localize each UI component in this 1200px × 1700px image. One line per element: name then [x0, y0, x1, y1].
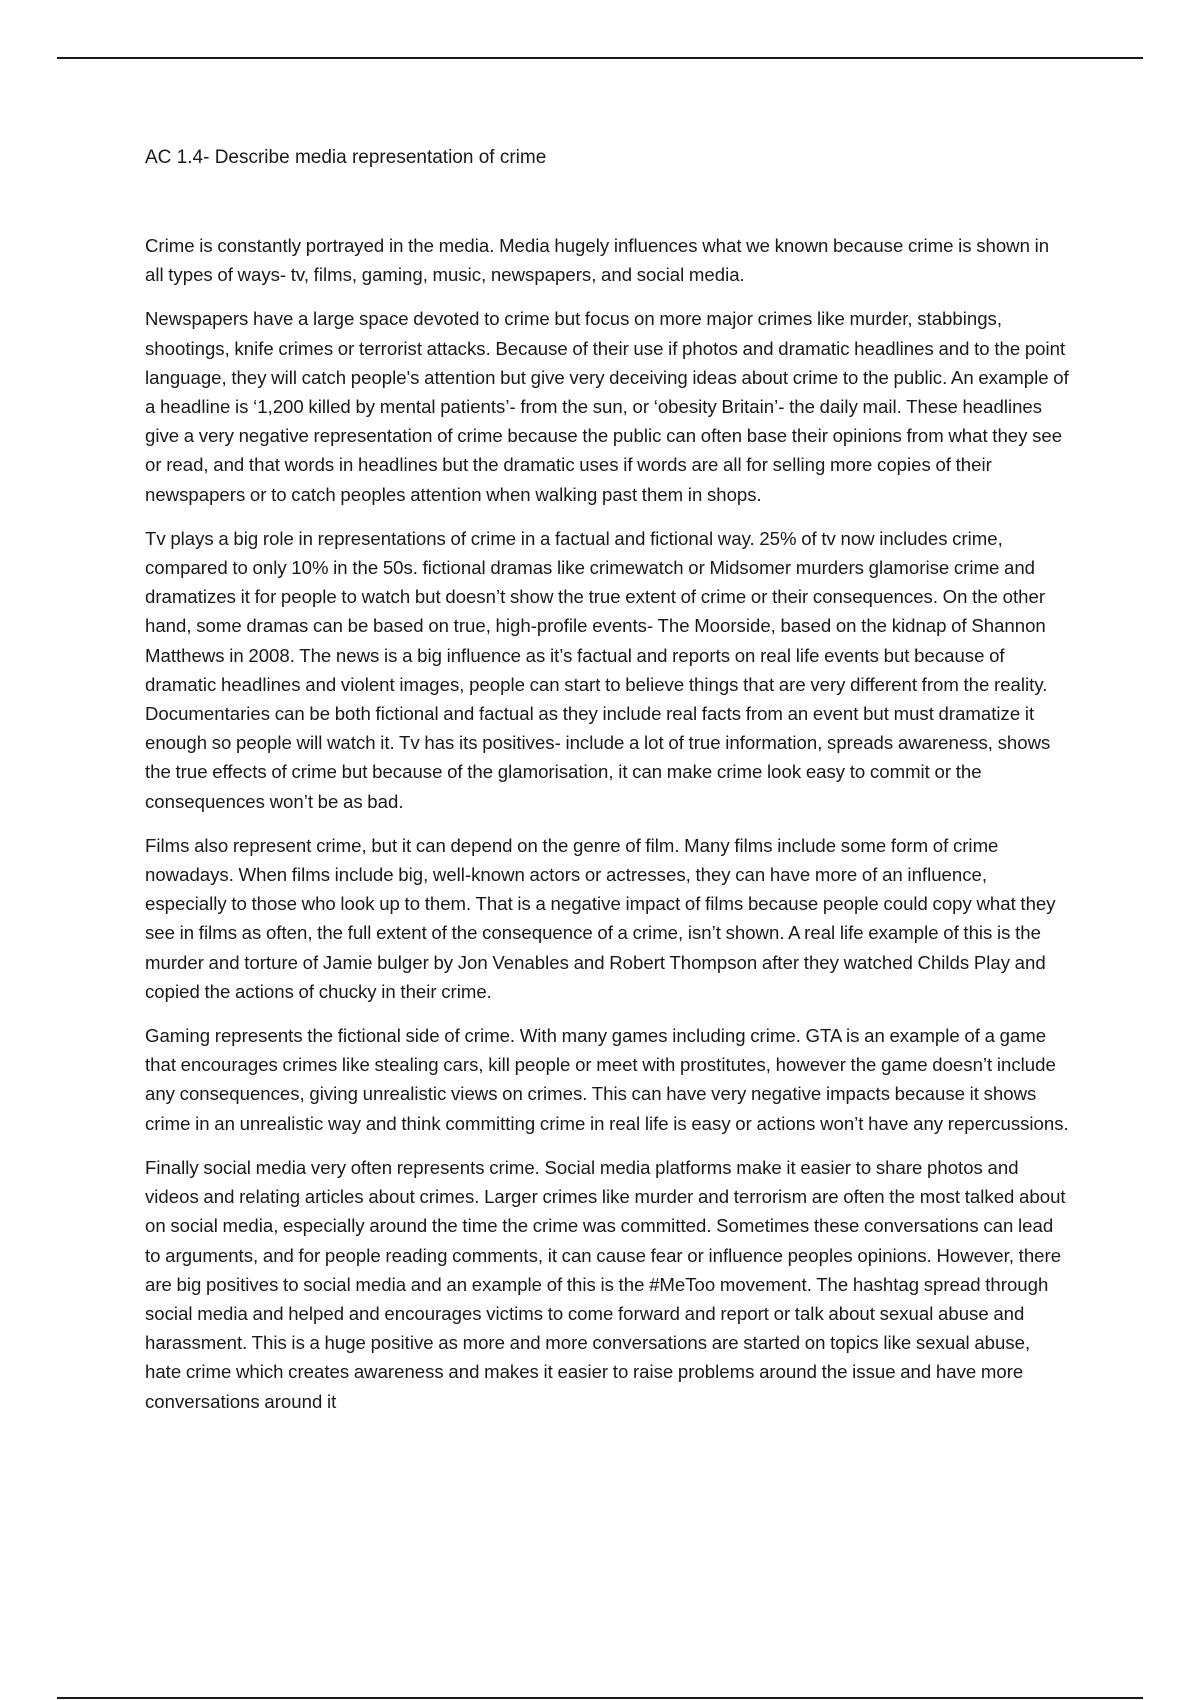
document-title: AC 1.4- Describe media representation of crime [145, 147, 547, 168]
paragraph-gaming: Gaming represents the fictional side of crime. With many games including crime. GTA is an example of a game that encourages crimes like stealing cars, kill people or meet with prostitutes, however the game doesn’t include any consequences, giving unrealistic views on crimes. This can have very negative impacts because it shows crime in an unrealistic way and think committing crime in real life is easy or actions won’t have any repercussions. [145, 1025, 1069, 1134]
footer-rule [57, 1697, 1143, 1699]
header-rule [57, 57, 1143, 59]
document-body [145, 143, 1070, 1431]
paragraph-films: Films also represent crime, but it can depend on the genre of film. Many films include some form of crime nowadays. When films include big, well-known actors or actresses, they can have more of an influence, especially to those who look up to them. That is a negative impact of films because people could copy what they see in films as often, the full extent of the consequence of a crime, isn’t shown. A real life example of this is the murder and torture of Jamie bulger by Jon Venables and Robert Thompson after they watched Childs Play and copied the actions of chucky in their crime. [145, 834, 1056, 1002]
paragraph-newspapers: Newspapers have a large space devoted to crime but focus on more major crimes like murder, stabbings, shootings, knife crimes or terrorist attacks. Because of their use if photos and dramatic headlines and to the point language, they will catch people's attention but give very deceiving ideas about crime to the public. An example of a headline is ‘1,200 killed by mental patients’- from the sun, or ‘obesity Britain’- the daily mail. These headlines give a very negative representation of crime because the public can often base their opinions from what they see or read, and that words in headlines but the dramatic uses if words are all for selling more copies of their newspapers or to catch peoples attention when walking past them in shops. [145, 308, 1069, 505]
paragraph-tv: Tv plays a big role in representations of crime in a factual and fictional way. 25% of tv now includes crime, compared to only 10% in the 50s. fictional dramas like crimewatch or Midsomer murders glamorise crime and dramatizes it for people to watch but doesn’t show the true extent of crime or their consequences. On the other hand, some dramas can be based on true, high-profile events- The Moorside, based on the kidnap of Shannon Matthews in 2008. The news is a big influence as it’s factual and reports on real life events but because of dramatic headlines and violent images, people can start to believe things that are very different from the reality. Documentaries can be both fictional and factual as they include real facts from an event but must dramatize it enough so people will watch it. Tv has its positives- include a lot of true information, spreads awareness, shows the true effects of crime but because of the glamorisation, it can make crime look easy to commit or the consequences won’t be as bad. [145, 527, 1051, 812]
paragraph-intro: Crime is constantly portrayed in the media. Media hugely influences what we known because crime is shown in all types of ways- tv, films, gaming, music, newspapers, and social media. [145, 235, 1050, 286]
paragraph-social-media: Finally social media very often represents crime. Social media platforms make it easier to share photos and videos and relating articles about crimes. Larger crimes like murder and terrorism are often the most talked about on social media, especially around the time the crime was committed. Sometimes these conversations can lead to arguments, and for people reading comments, it can cause fear or influence peoples opinions. However, there are big positives to social media and an example of this is the #MeToo movement. The hashtag spread through social media and helped and encourages victims to come forward and report or talk about sexual abuse and harassment. This is a huge positive as more and more conversations are started on topics like sexual abuse, hate crime which creates awareness and makes it easier to raise problems around the issue and have more conversations around it [145, 1156, 1066, 1412]
